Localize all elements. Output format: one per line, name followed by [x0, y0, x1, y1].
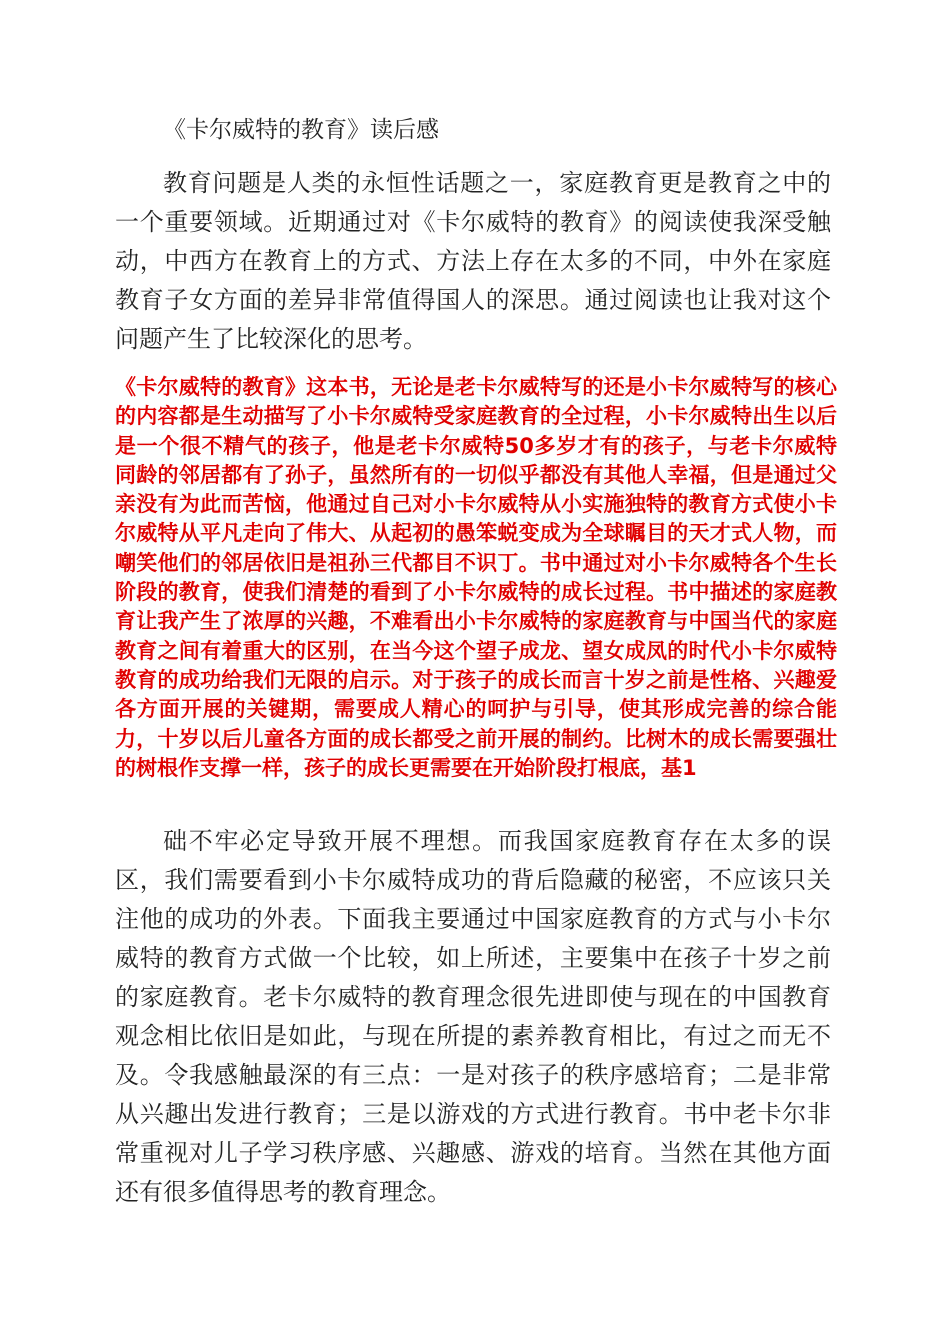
- paragraph-intro: 教育问题是人类的永恒性话题之一，家庭教育更是教育之中的一个重要领域。近期通过对《卡尔威特的教育》的阅读使我深受触动，中西方在教育上的方式、方法上存在太多的不同，中外在家庭教育子女方面的差异非常值得国人的深思。通过阅读也让我对这个问题产生了比较深化的思考。: [115, 169, 831, 353]
- document-title: 《卡尔威特的教育》读后感: [163, 117, 439, 143]
- paragraph-highlighted: 《卡尔威特的教育》这本书，无论是老卡尔威特写的还是小卡尔威特写的核心的内容都是生动描写了小卡尔威特受家庭教育的全过程，小卡尔威特出生以后是一个很不精气的孩子，他是老卡尔威特50多岁才有的孩子，与老卡尔威特同龄的邻居都有了孙子，虽然所有的一切似乎都没有其他人幸福，但是通过父亲没有为此而苦恼，他通过自己对小卡尔威特从小实施独特的教育方式使小卡尔威特从平凡走向了伟大、从起初的愚笨蜕变成为全球瞩目的天才式人物，而嘲笑他们的邻居依旧是祖孙三代都目不识丁。书中通过对小卡尔威特各个生长阶段的教育，使我们清楚的看到了小卡尔威特的成长过程。书中描述的家庭教育让我产生了浓厚的兴趣，不难看出小卡尔威特的家庭教育与中国当代的家庭教育之间有着重大的区别，在当今这个望子成龙、望女成凤的时代小卡尔威特教育的成功给我们无限的启示。对于孩子的成长而言十岁之前是性格、兴趣爱各方面开展的关键期，需要成人精心的呵护与引导，使其形成完善的综合能力，十岁以后儿童各方面的成长都受之前开展的制约。比树木的成长需要强壮的树根作支撑一样，孩子的成长更需要在开始阶段打根底，基1: [115, 375, 837, 780]
- paragraph-comparison: 础不牢必定导致开展不理想。而我国家庭教育存在太多的误区，我们需要看到小卡尔威特成功的背后隐藏的秘密，不应该只关注他的成功的外表。下面我主要通过中国家庭教育的方式与小卡尔威特的教育方式做一个比较，如上所述，主要集中在孩子十岁之前的家庭教育。老卡尔威特的教育理念很先进即使与现在的中国教育观念相比依旧是如此，与现在所提的素养教育相比，有过之而无不及。令我感触最深的有三点：一是对孩子的秩序感培育；二是非常从兴趣出发进行教育；三是以游戏的方式进行教育。书中老卡尔非常重视对儿子学习秩序感、兴趣感、游戏的培育。当然在其他方面还有很多值得思考的教育理念。: [115, 827, 831, 1206]
